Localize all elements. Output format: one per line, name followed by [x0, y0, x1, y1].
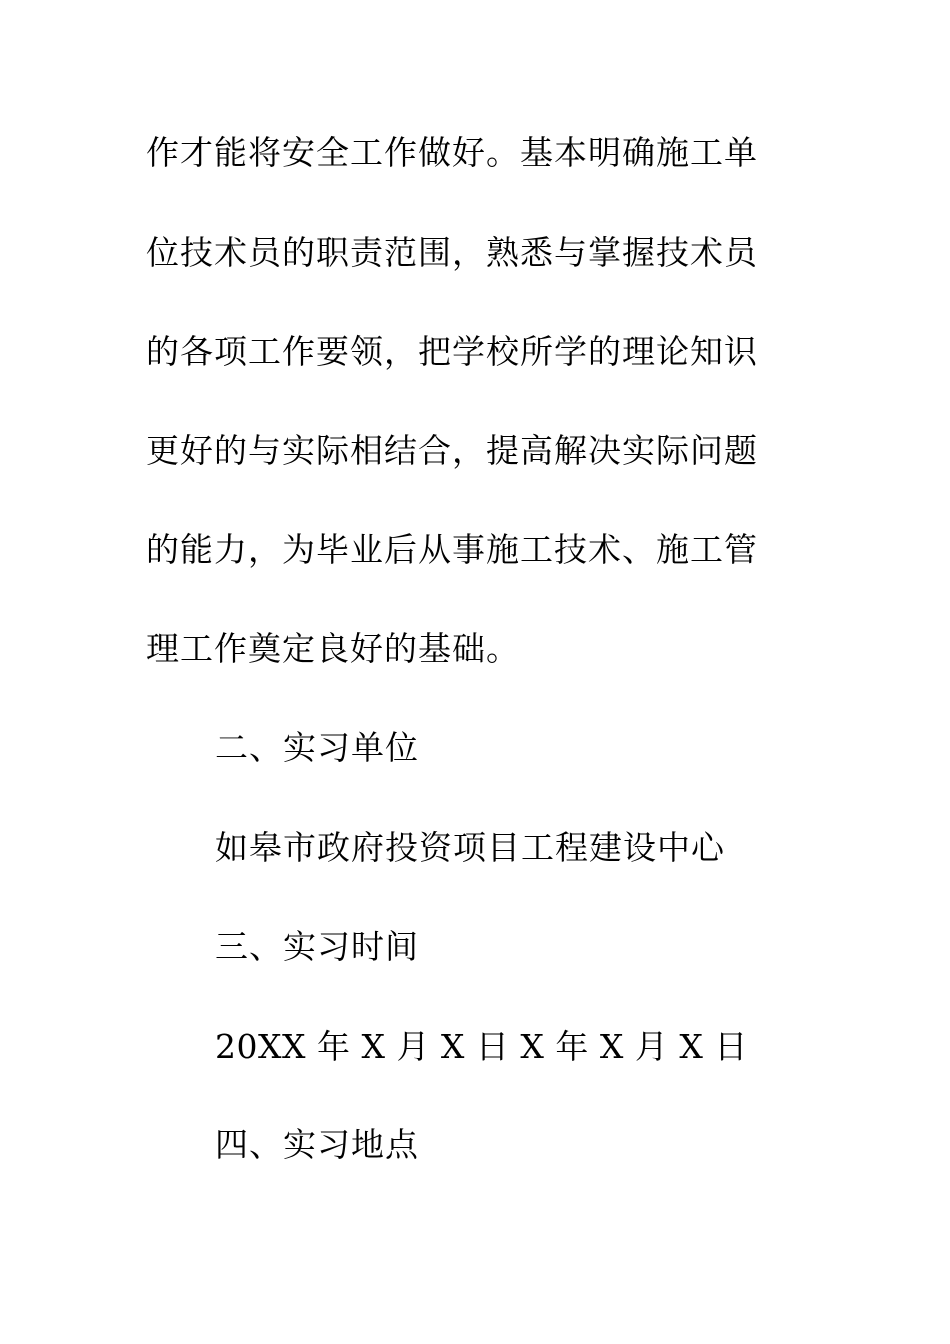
section-heading-unit: 二、实习单位: [215, 728, 419, 767]
section-heading-location: 四、实习地点: [215, 1125, 419, 1164]
paragraph-line: 的各项工作要领，把学校所学的理论知识: [146, 332, 758, 371]
internship-dates: 20XX 年 X 月 X 日 X 年 X 月 X 日: [215, 1027, 748, 1066]
paragraph-line: 位技术员的职责范围，熟悉与掌握技术员: [146, 233, 758, 272]
paragraph-line: 更好的与实际相结合，提高解决实际问题: [146, 431, 758, 470]
paragraph-line: 作才能将安全工作做好。基本明确施工单: [146, 133, 758, 172]
paragraph-line: 理工作奠定良好的基础。: [146, 629, 520, 668]
paragraph-line: 的能力，为毕业后从事施工技术、施工管: [146, 530, 758, 569]
unit-name: 如皋市政府投资项目工程建设中心: [215, 828, 725, 867]
section-heading-time: 三、实习时间: [215, 927, 419, 966]
